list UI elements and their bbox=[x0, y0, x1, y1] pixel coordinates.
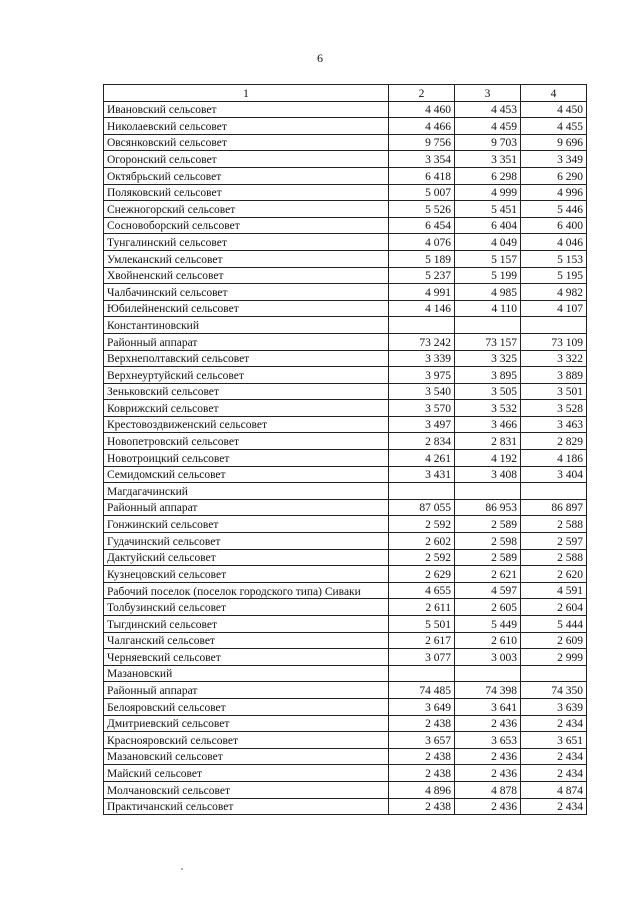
table-row bbox=[104, 300, 587, 317]
column-header-4: 4 bbox=[521, 85, 587, 102]
section-name-cell: Константиновский bbox=[104, 317, 389, 334]
table-row bbox=[104, 682, 587, 699]
table-row bbox=[104, 516, 587, 533]
value-cell-col4: 5 195 bbox=[521, 267, 587, 284]
value-cell-col2: 3 431 bbox=[389, 466, 455, 483]
name-cell: Октябрьский сельсовет bbox=[104, 167, 389, 184]
name-cell: Тунгалинский сельсовет bbox=[104, 234, 389, 251]
table-row bbox=[104, 416, 587, 433]
table-row bbox=[104, 798, 587, 815]
value-cell-col3: 73 157 bbox=[455, 333, 521, 350]
table-row bbox=[104, 151, 587, 168]
section-row bbox=[104, 317, 587, 334]
name-cell: Семидомский сельсовет bbox=[104, 466, 389, 483]
table-row bbox=[104, 549, 587, 566]
value-cell-col4: 2 597 bbox=[521, 533, 587, 550]
value-cell-col4: 3 639 bbox=[521, 698, 587, 715]
value-cell-col4: 3 528 bbox=[521, 400, 587, 417]
column-header-3: 3 bbox=[455, 85, 521, 102]
value-cell-col2: 4 460 bbox=[389, 101, 455, 118]
name-cell: Хвойненский сельсовет bbox=[104, 267, 389, 284]
value-cell-col3: 4 597 bbox=[455, 582, 521, 599]
value-cell-col2: 2 617 bbox=[389, 632, 455, 649]
value-cell-col3: 5 157 bbox=[455, 250, 521, 267]
value-cell-col3: 3 466 bbox=[455, 416, 521, 433]
value-cell-col3: 9 703 bbox=[455, 134, 521, 151]
table-row bbox=[104, 765, 587, 782]
name-cell: Молчановский сельсовет bbox=[104, 781, 389, 798]
value-cell-col3: 2 436 bbox=[455, 798, 521, 815]
value-cell-col2: 5 501 bbox=[389, 616, 455, 633]
value-cell-col3: 4 192 bbox=[455, 450, 521, 467]
value-cell-col4: 3 651 bbox=[521, 732, 587, 749]
value-cell-col2 bbox=[389, 483, 455, 500]
value-cell-col3 bbox=[455, 483, 521, 500]
table-row bbox=[104, 333, 587, 350]
value-cell-col3: 2 589 bbox=[455, 516, 521, 533]
value-cell-col3: 3 653 bbox=[455, 732, 521, 749]
name-cell: Николаевский сельсовет bbox=[104, 118, 389, 135]
value-cell-col3: 4 878 bbox=[455, 781, 521, 798]
value-cell-col4: 2 609 bbox=[521, 632, 587, 649]
name-cell: Зеньковский сельсовет bbox=[104, 383, 389, 400]
value-cell-col2: 2 438 bbox=[389, 798, 455, 815]
value-cell-col2: 4 655 bbox=[389, 582, 455, 599]
value-cell-col3: 4 985 bbox=[455, 284, 521, 301]
value-cell-col2: 3 649 bbox=[389, 698, 455, 715]
table-row bbox=[104, 350, 587, 367]
name-cell: Дактуйский сельсовет bbox=[104, 549, 389, 566]
value-cell-col3: 6 298 bbox=[455, 167, 521, 184]
value-cell-col3: 5 451 bbox=[455, 201, 521, 218]
value-cell-col2: 3 540 bbox=[389, 383, 455, 400]
value-cell-col2: 3 497 bbox=[389, 416, 455, 433]
value-cell-col2: 73 242 bbox=[389, 333, 455, 350]
table-row bbox=[104, 499, 587, 516]
value-cell-col2: 6 454 bbox=[389, 217, 455, 234]
name-cell: Огоронский сельсовет bbox=[104, 151, 389, 168]
value-cell-col2: 3 077 bbox=[389, 649, 455, 666]
section-name-cell: Мазановский bbox=[104, 665, 389, 682]
name-cell: Майский сельсовет bbox=[104, 765, 389, 782]
name-cell: Верхнеполтавский сельсовет bbox=[104, 350, 389, 367]
value-cell-col2: 87 055 bbox=[389, 499, 455, 516]
value-cell-col4: 2 588 bbox=[521, 549, 587, 566]
value-cell-col4 bbox=[521, 317, 587, 334]
value-cell-col3: 3 895 bbox=[455, 367, 521, 384]
name-cell: Рабочий поселок (поселок городского типа) Сиваки bbox=[104, 582, 389, 599]
name-cell: Снежногорский сельсовет bbox=[104, 201, 389, 218]
value-cell-col2: 2 592 bbox=[389, 516, 455, 533]
value-cell-col4: 5 444 bbox=[521, 616, 587, 633]
value-cell-col2 bbox=[389, 665, 455, 682]
name-cell: Мазановский сельсовет bbox=[104, 748, 389, 765]
value-cell-col2: 5 526 bbox=[389, 201, 455, 218]
table-row bbox=[104, 616, 587, 633]
value-cell-col2: 2 438 bbox=[389, 765, 455, 782]
table-row bbox=[104, 101, 587, 118]
value-cell-col3: 2 436 bbox=[455, 765, 521, 782]
value-cell-col3: 2 436 bbox=[455, 715, 521, 732]
name-cell: Районный аппарат bbox=[104, 499, 389, 516]
table-row bbox=[104, 649, 587, 666]
value-cell-col2: 4 261 bbox=[389, 450, 455, 467]
value-cell-col4: 2 999 bbox=[521, 649, 587, 666]
name-cell: Верхнеуртуйский сельсовет bbox=[104, 367, 389, 384]
value-cell-col3: 3 351 bbox=[455, 151, 521, 168]
value-cell-col4: 2 434 bbox=[521, 715, 587, 732]
value-cell-col4: 4 450 bbox=[521, 101, 587, 118]
name-cell: Тыгдинский сельсовет bbox=[104, 616, 389, 633]
table-row bbox=[104, 450, 587, 467]
value-cell-col4: 4 046 bbox=[521, 234, 587, 251]
name-cell: Новотроицкий сельсовет bbox=[104, 450, 389, 467]
value-cell-col4 bbox=[521, 483, 587, 500]
value-cell-col4: 2 434 bbox=[521, 748, 587, 765]
value-cell-col2: 2 611 bbox=[389, 599, 455, 616]
section-row bbox=[104, 665, 587, 682]
value-cell-col3: 2 598 bbox=[455, 533, 521, 550]
value-cell-col4: 4 996 bbox=[521, 184, 587, 201]
table-row bbox=[104, 433, 587, 450]
name-cell: Толбузинский сельсовет bbox=[104, 599, 389, 616]
table-row bbox=[104, 400, 587, 417]
name-cell: Краснояровский сельсовет bbox=[104, 732, 389, 749]
value-cell-col2: 3 657 bbox=[389, 732, 455, 749]
value-cell-col4: 3 349 bbox=[521, 151, 587, 168]
value-cell-col4: 4 186 bbox=[521, 450, 587, 467]
value-cell-col3: 2 589 bbox=[455, 549, 521, 566]
value-cell-col2: 4 991 bbox=[389, 284, 455, 301]
value-cell-col2 bbox=[389, 317, 455, 334]
value-cell-col2: 74 485 bbox=[389, 682, 455, 699]
name-cell: Юбилейненский сельсовет bbox=[104, 300, 389, 317]
value-cell-col3: 2 831 bbox=[455, 433, 521, 450]
value-cell-col4: 2 434 bbox=[521, 798, 587, 815]
header-row bbox=[104, 85, 587, 102]
column-header-1: 1 bbox=[104, 85, 389, 102]
name-cell: Дмитриевский сельсовет bbox=[104, 715, 389, 732]
value-cell-col2: 2 438 bbox=[389, 715, 455, 732]
table-row bbox=[104, 466, 587, 483]
value-cell-col3: 6 404 bbox=[455, 217, 521, 234]
value-cell-col2: 2 438 bbox=[389, 748, 455, 765]
table-row bbox=[104, 267, 587, 284]
table-row bbox=[104, 599, 587, 616]
value-cell-col3: 2 436 bbox=[455, 748, 521, 765]
table-row bbox=[104, 566, 587, 583]
value-cell-col3: 4 110 bbox=[455, 300, 521, 317]
value-cell-col3: 2 605 bbox=[455, 599, 521, 616]
value-cell-col3: 4 459 bbox=[455, 118, 521, 135]
name-cell: Гудачинский сельсовет bbox=[104, 533, 389, 550]
value-cell-col4: 6 400 bbox=[521, 217, 587, 234]
value-cell-col3: 2 610 bbox=[455, 632, 521, 649]
name-cell: Крестовоздвиженский сельсовет bbox=[104, 416, 389, 433]
table-row bbox=[104, 284, 587, 301]
value-cell-col4: 4 455 bbox=[521, 118, 587, 135]
table-body bbox=[104, 101, 587, 815]
value-cell-col3: 5 449 bbox=[455, 616, 521, 633]
data-table bbox=[103, 84, 587, 815]
value-cell-col3: 4 999 bbox=[455, 184, 521, 201]
value-cell-col4: 2 588 bbox=[521, 516, 587, 533]
name-cell: Кузнецовский сельсовет bbox=[104, 566, 389, 583]
value-cell-col2: 4 146 bbox=[389, 300, 455, 317]
value-cell-col3: 3 325 bbox=[455, 350, 521, 367]
value-cell-col4: 2 620 bbox=[521, 566, 587, 583]
value-cell-col3: 2 621 bbox=[455, 566, 521, 583]
value-cell-col4: 4 982 bbox=[521, 284, 587, 301]
value-cell-col4: 5 446 bbox=[521, 201, 587, 218]
table-row bbox=[104, 698, 587, 715]
value-cell-col2: 9 756 bbox=[389, 134, 455, 151]
value-cell-col2: 5 007 bbox=[389, 184, 455, 201]
name-cell: Ивановский сельсовет bbox=[104, 101, 389, 118]
value-cell-col2: 3 975 bbox=[389, 367, 455, 384]
table-row bbox=[104, 234, 587, 251]
table-row bbox=[104, 118, 587, 135]
value-cell-col3: 4 453 bbox=[455, 101, 521, 118]
name-cell: Районный аппарат bbox=[104, 682, 389, 699]
section-name-cell: Магдагачинский bbox=[104, 483, 389, 500]
value-cell-col4: 3 322 bbox=[521, 350, 587, 367]
value-cell-col3: 3 505 bbox=[455, 383, 521, 400]
value-cell-col4: 4 874 bbox=[521, 781, 587, 798]
table-row bbox=[104, 217, 587, 234]
table-row bbox=[104, 383, 587, 400]
value-cell-col2: 4 466 bbox=[389, 118, 455, 135]
value-cell-col2: 5 237 bbox=[389, 267, 455, 284]
name-cell: Практичанский сельсовет bbox=[104, 798, 389, 815]
table-row bbox=[104, 167, 587, 184]
value-cell-col4: 3 501 bbox=[521, 383, 587, 400]
value-cell-col4: 2 829 bbox=[521, 433, 587, 450]
value-cell-col4: 2 434 bbox=[521, 765, 587, 782]
value-cell-col4: 4 591 bbox=[521, 582, 587, 599]
value-cell-col2: 2 834 bbox=[389, 433, 455, 450]
value-cell-col3: 3 408 bbox=[455, 466, 521, 483]
value-cell-col4: 6 290 bbox=[521, 167, 587, 184]
value-cell-col2: 2 629 bbox=[389, 566, 455, 583]
value-cell-col3: 3 641 bbox=[455, 698, 521, 715]
value-cell-col4: 3 889 bbox=[521, 367, 587, 384]
table-row bbox=[104, 748, 587, 765]
name-cell: Черняевский сельсовет bbox=[104, 649, 389, 666]
value-cell-col3: 86 953 bbox=[455, 499, 521, 516]
value-cell-col2: 3 570 bbox=[389, 400, 455, 417]
name-cell: Районный аппарат bbox=[104, 333, 389, 350]
value-cell-col4: 4 107 bbox=[521, 300, 587, 317]
table-row bbox=[104, 781, 587, 798]
value-cell-col4: 74 350 bbox=[521, 682, 587, 699]
scan-artifact-dot bbox=[181, 868, 183, 870]
table-row bbox=[104, 715, 587, 732]
name-cell: Овсянковский сельсовет bbox=[104, 134, 389, 151]
value-cell-col4: 3 463 bbox=[521, 416, 587, 433]
table-row bbox=[104, 250, 587, 267]
value-cell-col4: 86 897 bbox=[521, 499, 587, 516]
value-cell-col3: 5 199 bbox=[455, 267, 521, 284]
name-cell: Коврижский сельсовет bbox=[104, 400, 389, 417]
value-cell-col2: 4 076 bbox=[389, 234, 455, 251]
table-row bbox=[104, 201, 587, 218]
value-cell-col2: 2 592 bbox=[389, 549, 455, 566]
value-cell-col3: 4 049 bbox=[455, 234, 521, 251]
page-number: 6 bbox=[317, 51, 323, 65]
name-cell: Белояровский сельсовет bbox=[104, 698, 389, 715]
table-row bbox=[104, 367, 587, 384]
name-cell: Поляковский сельсовет bbox=[104, 184, 389, 201]
value-cell-col2: 3 339 bbox=[389, 350, 455, 367]
name-cell: Гонжинский сельсовет bbox=[104, 516, 389, 533]
value-cell-col3 bbox=[455, 665, 521, 682]
name-cell: Чалганский сельсовет bbox=[104, 632, 389, 649]
value-cell-col2: 5 189 bbox=[389, 250, 455, 267]
value-cell-col4: 3 404 bbox=[521, 466, 587, 483]
value-cell-col4: 5 153 bbox=[521, 250, 587, 267]
table-row bbox=[104, 134, 587, 151]
value-cell-col2: 4 896 bbox=[389, 781, 455, 798]
section-row bbox=[104, 483, 587, 500]
value-cell-col4 bbox=[521, 665, 587, 682]
column-header-2: 2 bbox=[389, 85, 455, 102]
value-cell-col3: 3 532 bbox=[455, 400, 521, 417]
value-cell-col2: 6 418 bbox=[389, 167, 455, 184]
value-cell-col2: 2 602 bbox=[389, 533, 455, 550]
name-cell: Сосновоборский сельсовет bbox=[104, 217, 389, 234]
table-row bbox=[104, 732, 587, 749]
table-header bbox=[104, 85, 587, 102]
table-row bbox=[104, 582, 587, 599]
table-row bbox=[104, 184, 587, 201]
value-cell-col3 bbox=[455, 317, 521, 334]
table-row bbox=[104, 533, 587, 550]
value-cell-col3: 74 398 bbox=[455, 682, 521, 699]
value-cell-col2: 3 354 bbox=[389, 151, 455, 168]
value-cell-col3: 3 003 bbox=[455, 649, 521, 666]
table-row bbox=[104, 632, 587, 649]
value-cell-col4: 9 696 bbox=[521, 134, 587, 151]
name-cell: Чалбачинский сельсовет bbox=[104, 284, 389, 301]
value-cell-col4: 73 109 bbox=[521, 333, 587, 350]
name-cell: Новопетровский сельсовет bbox=[104, 433, 389, 450]
name-cell: Умлеканский сельсовет bbox=[104, 250, 389, 267]
value-cell-col4: 2 604 bbox=[521, 599, 587, 616]
